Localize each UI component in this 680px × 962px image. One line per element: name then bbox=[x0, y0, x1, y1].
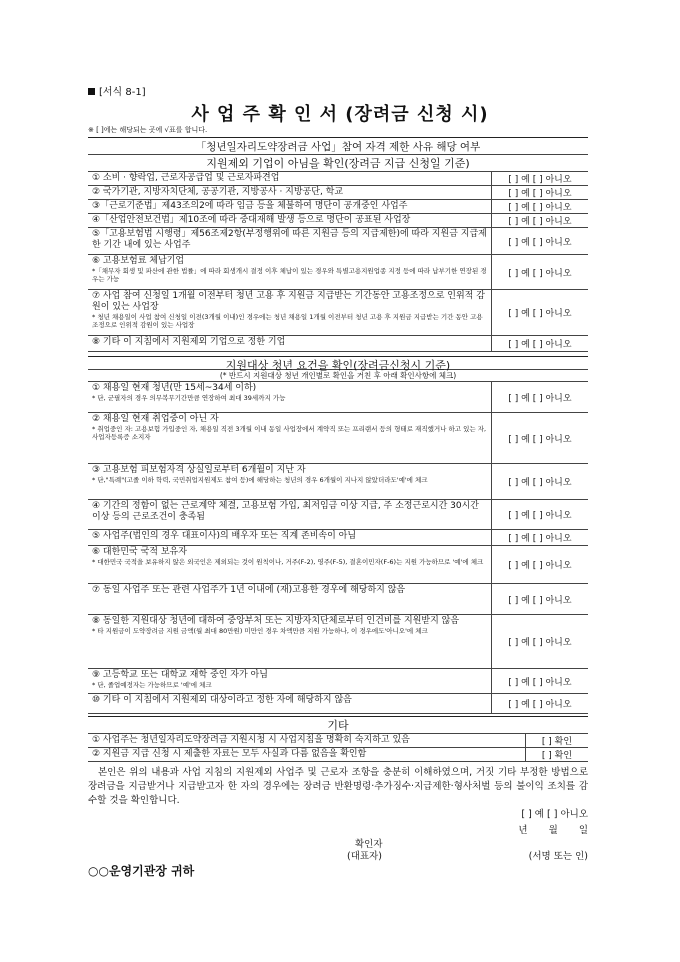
item-text bbox=[92, 337, 488, 348]
item-label: ③ 고용보험 피보험자격 상실일로부터 6개월이 지난 자 bbox=[92, 465, 306, 475]
item-text bbox=[92, 585, 488, 596]
item-label: ③「근로기준법」제43조의2에 따라 임금 등을 체불하여 명단이 공개중인 사업주 bbox=[92, 201, 408, 211]
item-label: ⑥ 고용보험료 체납기업 bbox=[92, 256, 185, 266]
item-text bbox=[92, 291, 488, 329]
item-text bbox=[92, 547, 488, 566]
s3-item bbox=[88, 748, 588, 762]
s1-item bbox=[88, 336, 588, 352]
item-checkbox[interactable]: [ ] 예 [ ] 아니오 bbox=[491, 186, 588, 199]
confirmer-label: 확인자 bbox=[355, 839, 383, 850]
item-label: ⑧ 기타 이 지침에서 지원제외 기업으로 정한 기업 bbox=[92, 337, 286, 347]
item-label: ④「산업안전보건법」제10조에 따라 중대재해 발생 등으로 명단이 공표된 사업장 bbox=[92, 215, 411, 225]
item-checkbox[interactable]: [ ] 예 [ ] 아니오 bbox=[491, 413, 588, 463]
item-checkbox[interactable]: [ ] 확인 bbox=[525, 748, 588, 761]
item-label: ⑨ 고등학교 또는 대학교 재학 중인 자가 아님 bbox=[92, 670, 268, 680]
item-checkbox[interactable]: [ ] 확인 bbox=[525, 734, 588, 747]
item-subnote: * 단, 군필자의 경우 의무복무기간만큼 연장하여 최대 39세까지 가능 bbox=[92, 394, 286, 402]
item-subnote: * 타 지원금이 도약장려금 지원 금액(월 최대 80만원) 미만인 경우 차액만큼 지원 가능하나, 이 경우에도'아니오'에 체크 bbox=[92, 627, 428, 635]
item-text bbox=[92, 670, 488, 689]
item-label: ① 소비 · 향락업, 근로자공급업 및 근로자파견업 bbox=[92, 173, 280, 183]
item-checkbox[interactable]: [ ] 예 [ ] 아니오 bbox=[491, 464, 588, 499]
item-subnote: * 단, 졸업예정자는 가능하므로 '예'에 체크 bbox=[92, 681, 212, 689]
item-label: ⑩ 기타 이 지침에서 지원제외 대상이라고 정한 자에 해당하지 않음 bbox=[92, 695, 352, 705]
item-text bbox=[92, 531, 488, 542]
s2-item bbox=[88, 530, 588, 546]
item-checkbox[interactable]: [ ] 예 [ ] 아니오 bbox=[491, 228, 588, 254]
s2-item bbox=[88, 669, 588, 694]
item-checkbox[interactable]: [ ] 예 [ ] 아니오 bbox=[491, 172, 588, 185]
item-text bbox=[92, 735, 522, 746]
s3-item bbox=[88, 734, 588, 748]
item-checkbox[interactable]: [ ] 예 [ ] 아니오 bbox=[491, 214, 588, 227]
s1-item bbox=[88, 228, 588, 255]
item-checkbox[interactable]: [ ] 예 [ ] 아니오 bbox=[491, 290, 588, 335]
s1-item bbox=[88, 172, 588, 186]
s1-item bbox=[88, 214, 588, 228]
s2-item bbox=[88, 382, 588, 413]
item-checkbox[interactable]: [ ] 예 [ ] 아니오 bbox=[491, 546, 588, 583]
item-label: ② 지원금 지급 신청 시 제출한 자료는 모두 사실과 다름 없음을 확인함 bbox=[92, 749, 367, 759]
form-number: [서식 8-1] bbox=[88, 83, 146, 98]
item-text bbox=[92, 187, 488, 198]
check-note: ※ [ ]에는 해당되는 곳에 √표를 합니다. bbox=[88, 126, 208, 134]
item-checkbox[interactable]: [ ] 예 [ ] 아니오 bbox=[491, 615, 588, 668]
item-label: ④ 기간의 정함이 없는 근로계약 체결, 고용보험 가입, 최저임금 이상 지급, 주 소정근로시간 30시간 이상 등의 근로조건이 충족됨 bbox=[92, 501, 479, 522]
item-checkbox[interactable]: [ ] 예 [ ] 아니오 bbox=[491, 200, 588, 213]
top-rule bbox=[88, 137, 588, 138]
s2-item bbox=[88, 615, 588, 669]
section1-subtitle: 지원제외 기업이 아님을 확인(장려금 지급 신청일 기준) bbox=[88, 155, 588, 172]
item-text bbox=[92, 383, 488, 402]
item-subnote: * 청년 채용일이 사업 참여 신청일 이전(3개월 이내)인 경우에는 청년 채용일 1개월 이전부터 청년 고용 후 지원금 지급받는 기간 동안 고용조정으로 인위적 감원이 있는 사업장 bbox=[92, 313, 483, 329]
item-label: ⑤「고용보험법 시행령」제56조제2항(부정행위에 따른 지원금 등의 지급제한)에 따라 지원금 지급제한 기간 내에 있는 사업주 bbox=[92, 229, 487, 250]
s2-item bbox=[88, 584, 588, 615]
square-bullet-icon bbox=[88, 88, 95, 95]
section3-title: 기타 bbox=[88, 716, 588, 734]
item-text bbox=[92, 201, 488, 212]
item-checkbox[interactable]: [ ] 예 [ ] 아니오 bbox=[491, 500, 588, 529]
s2-item bbox=[88, 464, 588, 500]
item-label: ⑤ 사업주(법인의 경우 대표이사)의 배우자 또는 직계 존비속이 아님 bbox=[92, 531, 357, 541]
item-text bbox=[92, 229, 488, 251]
item-label: ⑦ 사업 참여 신청일 1개월 이전부터 청년 고용 후 지원금 지급받는 기간동안 고용조정으로 인위적 감원이 있는 사업장 bbox=[92, 291, 485, 312]
item-text bbox=[92, 465, 488, 484]
item-label: ② 채용일 현재 취업중이 아닌 자 bbox=[92, 414, 219, 424]
page-title: 사 업 주 확 인 서 (장려금 신청 시) bbox=[191, 104, 489, 125]
item-text bbox=[92, 749, 522, 760]
item-text bbox=[92, 173, 488, 184]
section1-title: 「청년일자리도약장려금 사업」참여 자격 제한 사유 해당 여부 bbox=[88, 139, 588, 155]
item-checkbox[interactable]: [ ] 예 [ ] 아니오 bbox=[491, 584, 588, 614]
item-checkbox[interactable]: [ ] 예 [ ] 아니오 bbox=[491, 694, 588, 713]
recipient: ○○운영기관장 귀하 bbox=[88, 864, 195, 878]
s2-item bbox=[88, 546, 588, 584]
signature-field: (서명 또는 인) bbox=[528, 851, 588, 862]
s2-item bbox=[88, 694, 588, 714]
item-label: ⑦ 동일 사업주 또는 관련 사업주가 1년 이내에 (재)고용한 경우에 해당하지 않음 bbox=[92, 585, 406, 595]
s2-item bbox=[88, 500, 588, 530]
item-text bbox=[92, 695, 488, 706]
item-subnote: *「채무자 회생 및 파산에 관한 법률」에 따라 회생개시 결정 이후 체납이 있는 경우와 특별고용지원업종 지정 등에 따라 납부기한 연장된 경우는 가능 bbox=[92, 267, 487, 283]
s1-item bbox=[88, 255, 588, 290]
item-text bbox=[92, 414, 488, 441]
section2-title: 지원대상 청년 요건을 확인(장려금신청시 기준) bbox=[88, 356, 588, 370]
item-checkbox[interactable]: [ ] 예 [ ] 아니오 bbox=[491, 336, 588, 351]
item-checkbox[interactable]: [ ] 예 [ ] 아니오 bbox=[491, 530, 588, 545]
item-text bbox=[92, 256, 488, 283]
s1-item bbox=[88, 200, 588, 214]
item-checkbox[interactable]: [ ] 예 [ ] 아니오 bbox=[491, 669, 588, 693]
declaration-yes-no[interactable]: [ ] 예 [ ] 아니오 bbox=[521, 809, 588, 820]
item-subnote: * 취업중인 자: 고용보험 가입중인 자, 채용일 직전 3개월 이내 동일 사업장에서 계약직 또는 프리랜서 등의 형태로 재직했거나 하고 있는 자, 사업자등록증 소지자 bbox=[92, 425, 487, 441]
s1-item bbox=[88, 186, 588, 200]
s2-item bbox=[88, 413, 588, 464]
item-text bbox=[92, 215, 488, 226]
item-text bbox=[92, 501, 488, 523]
item-checkbox[interactable]: [ ] 예 [ ] 아니오 bbox=[491, 382, 588, 412]
item-label: ② 국가기관, 지방자치단체, 공공기관, 지방공사 · 지방공단, 학교 bbox=[92, 187, 344, 197]
representative-label: (대표자) bbox=[347, 851, 382, 862]
date-field: 년 월 일 bbox=[518, 825, 588, 836]
item-checkbox[interactable]: [ ] 예 [ ] 아니오 bbox=[491, 255, 588, 289]
item-label: ① 사업주는 청년일자리도약장려금 지원시청 시 사업지침을 명확히 숙지하고 있음 bbox=[92, 735, 410, 745]
s1-item bbox=[88, 290, 588, 336]
item-label: ⑧ 동일한 지원대상 청년에 대하여 중앙부처 또는 지방자치단체로부터 인건비를 지원받지 않음 bbox=[92, 616, 460, 626]
item-label: ⑥ 대한민국 국적 보유자 bbox=[92, 547, 187, 557]
item-subnote: * 대한민국 국적을 보유하지 않은 외국인은 제외되는 것이 원칙이나, 거주(F-2), 영주(F-5), 결혼이민자(F-6)는 지원 가능하므로 '예'에 체크 bbox=[92, 558, 484, 566]
section2-subtitle: (* 반드시 지원대상 청년 개인별로 확인을 거친 후 아래 확인사항에 체크) bbox=[88, 370, 588, 382]
item-label: ① 채용일 현재 청년(만 15세~34세 이하) bbox=[92, 383, 257, 393]
declaration-text: 본인은 위의 내용과 사업 지침의 지원제외 사업주 및 근로자 조항을 충분히 이해하였으며, 거짓 기타 부정한 방법으로 장려금을 지급받거나 지급받고자 한 자의 경우에는 장려금 반환명령·추가징수·지급제한·형사처벌 등의 불이익 조치를 감수할 것을 확인합니다. bbox=[88, 767, 588, 806]
item-text bbox=[92, 616, 488, 635]
item-subnote: * 단,"특례"(고졸 이하 학력, 국민취업지원제도 참여 등)에 해당하는 청년의 경우 6개월이 지나지 않았더라도'예'에 체크 bbox=[92, 476, 428, 484]
